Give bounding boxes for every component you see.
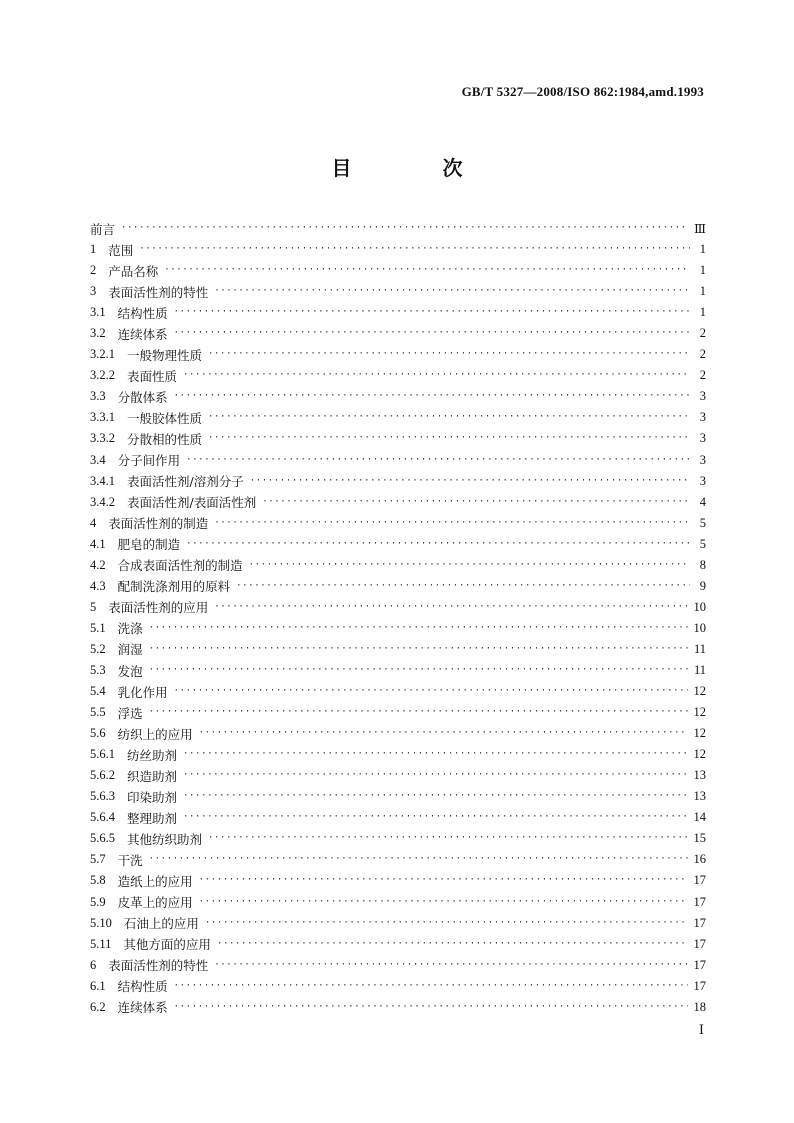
toc-entry[interactable] — [90, 218, 706, 239]
toc-leader-dots — [174, 329, 690, 338]
toc-entry[interactable] — [90, 365, 706, 386]
toc-leader-dots — [262, 498, 690, 507]
toc-entry-page: 3 — [699, 389, 706, 404]
toc-entry-number: 5.11 — [90, 936, 112, 951]
toc-entry-label: 发泡 — [117, 663, 143, 679]
toc-entry-number: 4.1 — [90, 536, 106, 551]
toc-entry[interactable] — [90, 786, 706, 807]
toc-entry[interactable] — [90, 281, 706, 302]
toc-entry-page: 1 — [699, 242, 706, 257]
toc-entry-label: 石油上的应用 — [123, 916, 199, 932]
toc-entry-page: 11 — [693, 663, 706, 677]
toc-entry-number: 5.1 — [90, 620, 106, 635]
toc-entry[interactable] — [90, 913, 706, 934]
toc-entry[interactable] — [90, 450, 706, 471]
toc-entry-label: 分散体系 — [117, 389, 168, 405]
toc-leader-dots — [121, 224, 688, 233]
toc-leader-dots — [183, 750, 687, 759]
toc-entry-number: 2 — [90, 263, 97, 278]
toc-entry-label: 洗涤 — [117, 621, 143, 637]
toc-entry-number: 5.2 — [90, 641, 106, 656]
toc-entry-label: 纺织上的应用 — [117, 726, 193, 742]
toc-entry[interactable] — [90, 618, 706, 639]
toc-entry-label: 连续体系 — [117, 326, 168, 342]
toc-entry-page: 15 — [693, 831, 706, 846]
toc-leader-dots — [149, 855, 688, 864]
toc-leader-dots — [199, 876, 688, 885]
toc-entry-number: 5.9 — [90, 894, 106, 909]
toc-entry-label: 前言 — [90, 221, 116, 237]
toc-entry-label: 配制洗涤剂用的原料 — [117, 579, 231, 595]
toc-entry[interactable] — [90, 639, 706, 660]
toc-entry-label: 浮选 — [117, 705, 143, 721]
toc-leader-dots — [183, 371, 690, 380]
toc-entry-page: 17 — [693, 957, 706, 972]
toc-leader-dots — [183, 813, 687, 822]
toc-entry[interactable] — [90, 239, 706, 260]
toc-entry-page: 13 — [693, 768, 706, 783]
toc-leader-dots — [249, 561, 690, 570]
toc-leader-dots — [217, 940, 688, 949]
toc-entry-label: 肥皂的制造 — [117, 537, 181, 553]
toc-leader-dots — [214, 961, 687, 970]
toc-entry-label: 其他纺织助剂 — [127, 831, 203, 847]
toc-entry-page: 2 — [699, 368, 706, 383]
toc-leader-dots — [149, 666, 688, 675]
toc-entry[interactable] — [90, 428, 706, 449]
toc-entry-number: 1 — [90, 242, 97, 257]
toc-entry[interactable] — [90, 955, 706, 976]
page-number: Ⅰ — [698, 1022, 704, 1037]
toc-leader-dots — [214, 287, 690, 296]
toc-entry-number: 5.6.2 — [90, 768, 115, 783]
toc-entry-label: 印染助剂 — [127, 789, 178, 805]
toc-leader-dots — [186, 540, 690, 549]
toc-entry-page: 12 — [693, 684, 706, 699]
toc-leader-dots — [214, 603, 687, 612]
toc-entry-label: 分散相的性质 — [127, 431, 203, 447]
toc-entry-page: 3 — [699, 473, 706, 488]
toc-entry-page: 12 — [693, 726, 706, 741]
toc-entry[interactable] — [90, 660, 706, 681]
toc-entry-number: 5.6.5 — [90, 831, 115, 846]
toc-entry[interactable] — [90, 681, 706, 702]
toc-entry-page: 12 — [693, 705, 706, 720]
toc-entry-number: 6.2 — [90, 999, 106, 1014]
toc-leader-dots — [183, 771, 687, 780]
toc-entry[interactable] — [90, 765, 706, 786]
standard-code: GB/T 5327—2008/ISO 862:1984,amd.1993 — [461, 84, 704, 99]
toc-entry[interactable] — [90, 407, 706, 428]
toc-entry-page: 17 — [693, 915, 706, 930]
toc-entry-label: 织造助剂 — [127, 768, 178, 784]
toc-entry[interactable] — [90, 344, 706, 365]
toc-leader-dots — [199, 729, 688, 738]
toc-entry-page: 11 — [693, 641, 706, 656]
toc-entry-number: 5.4 — [90, 684, 106, 699]
toc-entry-label: 表面活性剂的特性 — [108, 284, 209, 300]
toc-entry-number: 3.2 — [90, 326, 106, 341]
toc-entry-number: 6 — [90, 957, 97, 972]
toc-entry-page: 14 — [693, 810, 706, 825]
toc-leader-dots — [174, 687, 688, 696]
toc-leader-dots — [250, 477, 690, 486]
toc-entry[interactable] — [90, 534, 706, 555]
toc-entry[interactable] — [90, 934, 706, 955]
toc-entry-number: 4 — [90, 515, 97, 530]
toc-entry-page: 12 — [693, 747, 706, 762]
toc-entry-number: 5.3 — [90, 663, 106, 677]
toc-entry-label: 分子间作用 — [117, 453, 181, 469]
toc-entry[interactable] — [90, 744, 706, 765]
toc-entry[interactable] — [90, 828, 706, 849]
toc-entry-number: 3.2.1 — [90, 347, 115, 362]
toc-entry-label: 产品名称 — [108, 263, 159, 279]
toc-leader-dots — [174, 1003, 688, 1012]
toc-entry[interactable] — [90, 492, 706, 513]
toc-entry-label: 结构性质 — [117, 305, 168, 321]
toc-entry-page: 17 — [693, 894, 706, 909]
toc-entry-page: 3 — [699, 410, 706, 425]
toc-leader-dots — [186, 456, 690, 465]
toc-entry-number: 3.4 — [90, 452, 106, 467]
toc-leader-dots — [205, 919, 688, 928]
toc-entry-number: 3.3.1 — [90, 410, 115, 425]
toc-entry-page: 17 — [693, 873, 706, 888]
toc-entry-label: 结构性质 — [117, 979, 168, 995]
toc-entry-label: 表面性质 — [127, 368, 178, 384]
toc-entry-number: 3.1 — [90, 305, 106, 320]
toc-leader-dots — [214, 519, 690, 528]
toc-leader-dots — [208, 413, 690, 422]
toc-leader-dots — [236, 582, 690, 591]
toc-entry-number: 5.6.1 — [90, 747, 115, 762]
toc-entry-label: 乳化作用 — [117, 684, 168, 700]
toc-leader-dots — [208, 350, 690, 359]
toc-entry-number: 4.2 — [90, 557, 106, 572]
toc-entry-number: 3.3 — [90, 389, 106, 404]
toc-leader-dots — [139, 245, 690, 254]
toc-leader-dots — [149, 708, 688, 717]
toc-entry-label: 皮革上的应用 — [117, 895, 193, 911]
toc-entry-page: Ⅲ — [693, 221, 706, 236]
toc-entry-page: 16 — [693, 852, 706, 867]
toc-entry-label: 表面活性剂/表面活性剂 — [127, 495, 257, 511]
toc-entry[interactable] — [90, 702, 706, 723]
toc-entry-label: 合成表面活性剂的制造 — [117, 558, 243, 574]
toc-entry-label: 表面活性剂的特性 — [108, 958, 209, 974]
toc-entry-page: 1 — [699, 305, 706, 320]
toc-entry-number: 5 — [90, 599, 97, 614]
toc-entry-page: 4 — [699, 494, 706, 509]
toc-entry-label: 润湿 — [117, 642, 143, 658]
toc-entry-number: 5.7 — [90, 852, 106, 867]
toc-entry-number: 3.3.2 — [90, 431, 115, 446]
toc-entry[interactable] — [90, 302, 706, 323]
toc-entry-label: 干洗 — [117, 852, 143, 868]
toc-entry-number: 5.6.4 — [90, 810, 115, 825]
toc-entry-page: 1 — [699, 284, 706, 299]
toc-entry-label: 其他方面的应用 — [123, 937, 211, 953]
toc-entry[interactable] — [90, 807, 706, 828]
toc-entry-page: 18 — [693, 999, 706, 1014]
toc-entry[interactable] — [90, 471, 706, 492]
table-of-contents — [90, 218, 706, 1018]
toc-entry[interactable] — [90, 597, 706, 618]
toc-entry-label: 表面活性剂的应用 — [108, 600, 209, 616]
toc-leader-dots — [174, 308, 690, 317]
toc-entry-number: 3.4.2 — [90, 494, 115, 509]
toc-entry-page: 3 — [699, 431, 706, 446]
toc-entry-number: 4.3 — [90, 578, 106, 593]
toc-entry-label: 造纸上的应用 — [117, 873, 193, 889]
toc-entry[interactable] — [90, 849, 706, 870]
toc-entry-page: 10 — [693, 620, 706, 635]
toc-entry-number: 5.6 — [90, 726, 106, 741]
toc-entry-page: 1 — [699, 263, 706, 278]
toc-entry-label: 范围 — [108, 242, 134, 258]
toc-entry-page: 5 — [699, 515, 706, 530]
toc-entry-number: 6.1 — [90, 978, 106, 993]
toc-entry-page: 17 — [693, 936, 706, 951]
toc-entry[interactable] — [90, 386, 706, 407]
toc-entry[interactable] — [90, 260, 706, 281]
toc-leader-dots — [164, 266, 690, 275]
toc-entry-number: 5.6.3 — [90, 789, 115, 804]
toc-entry[interactable] — [90, 513, 706, 534]
toc-leader-dots — [149, 624, 688, 633]
toc-entry[interactable] — [90, 323, 706, 344]
toc-entry[interactable] — [90, 892, 706, 913]
toc-entry-number: 5.10 — [90, 915, 112, 930]
toc-entry-number: 5.5 — [90, 705, 106, 720]
page-title: 目 次 — [331, 156, 505, 180]
toc-leader-dots — [174, 392, 690, 401]
toc-entry-label: 一般物理性质 — [127, 347, 203, 363]
toc-entry-page: 13 — [693, 789, 706, 804]
toc-entry-page: 9 — [699, 578, 706, 593]
toc-leader-dots — [149, 645, 688, 654]
toc-entry[interactable] — [90, 997, 706, 1018]
toc-entry-number: 3.2.2 — [90, 368, 115, 383]
toc-leader-dots — [199, 898, 688, 907]
toc-entry[interactable] — [90, 555, 706, 576]
toc-entry-label: 连续体系 — [117, 1000, 168, 1016]
toc-leader-dots — [208, 834, 687, 843]
toc-entry-page: 17 — [693, 978, 706, 993]
toc-entry-label: 整理助剂 — [127, 810, 178, 826]
toc-entry-page: 10 — [693, 599, 706, 614]
toc-entry-page: 2 — [699, 347, 706, 362]
toc-entry-label: 一般胶体性质 — [127, 410, 203, 426]
toc-entry-number: 3 — [90, 284, 97, 299]
toc-entry-page: 5 — [699, 536, 706, 551]
toc-entry-label: 表面活性剂/溶剂分子 — [127, 474, 244, 490]
toc-entry-page: 2 — [699, 326, 706, 341]
toc-entry-label: 表面活性剂的制造 — [108, 516, 209, 532]
toc-entry-number: 3.4.1 — [90, 473, 115, 488]
toc-entry-page: 3 — [699, 452, 706, 467]
toc-leader-dots — [174, 982, 688, 991]
toc-entry-number: 5.8 — [90, 873, 106, 888]
toc-leader-dots — [208, 434, 690, 443]
toc-entry[interactable] — [90, 576, 706, 597]
toc-leader-dots — [183, 792, 687, 801]
toc-entry-label: 纺丝助剂 — [127, 747, 178, 763]
toc-entry[interactable] — [90, 870, 706, 891]
toc-entry[interactable] — [90, 723, 706, 744]
toc-entry[interactable] — [90, 976, 706, 997]
toc-entry-page: 8 — [699, 557, 706, 572]
